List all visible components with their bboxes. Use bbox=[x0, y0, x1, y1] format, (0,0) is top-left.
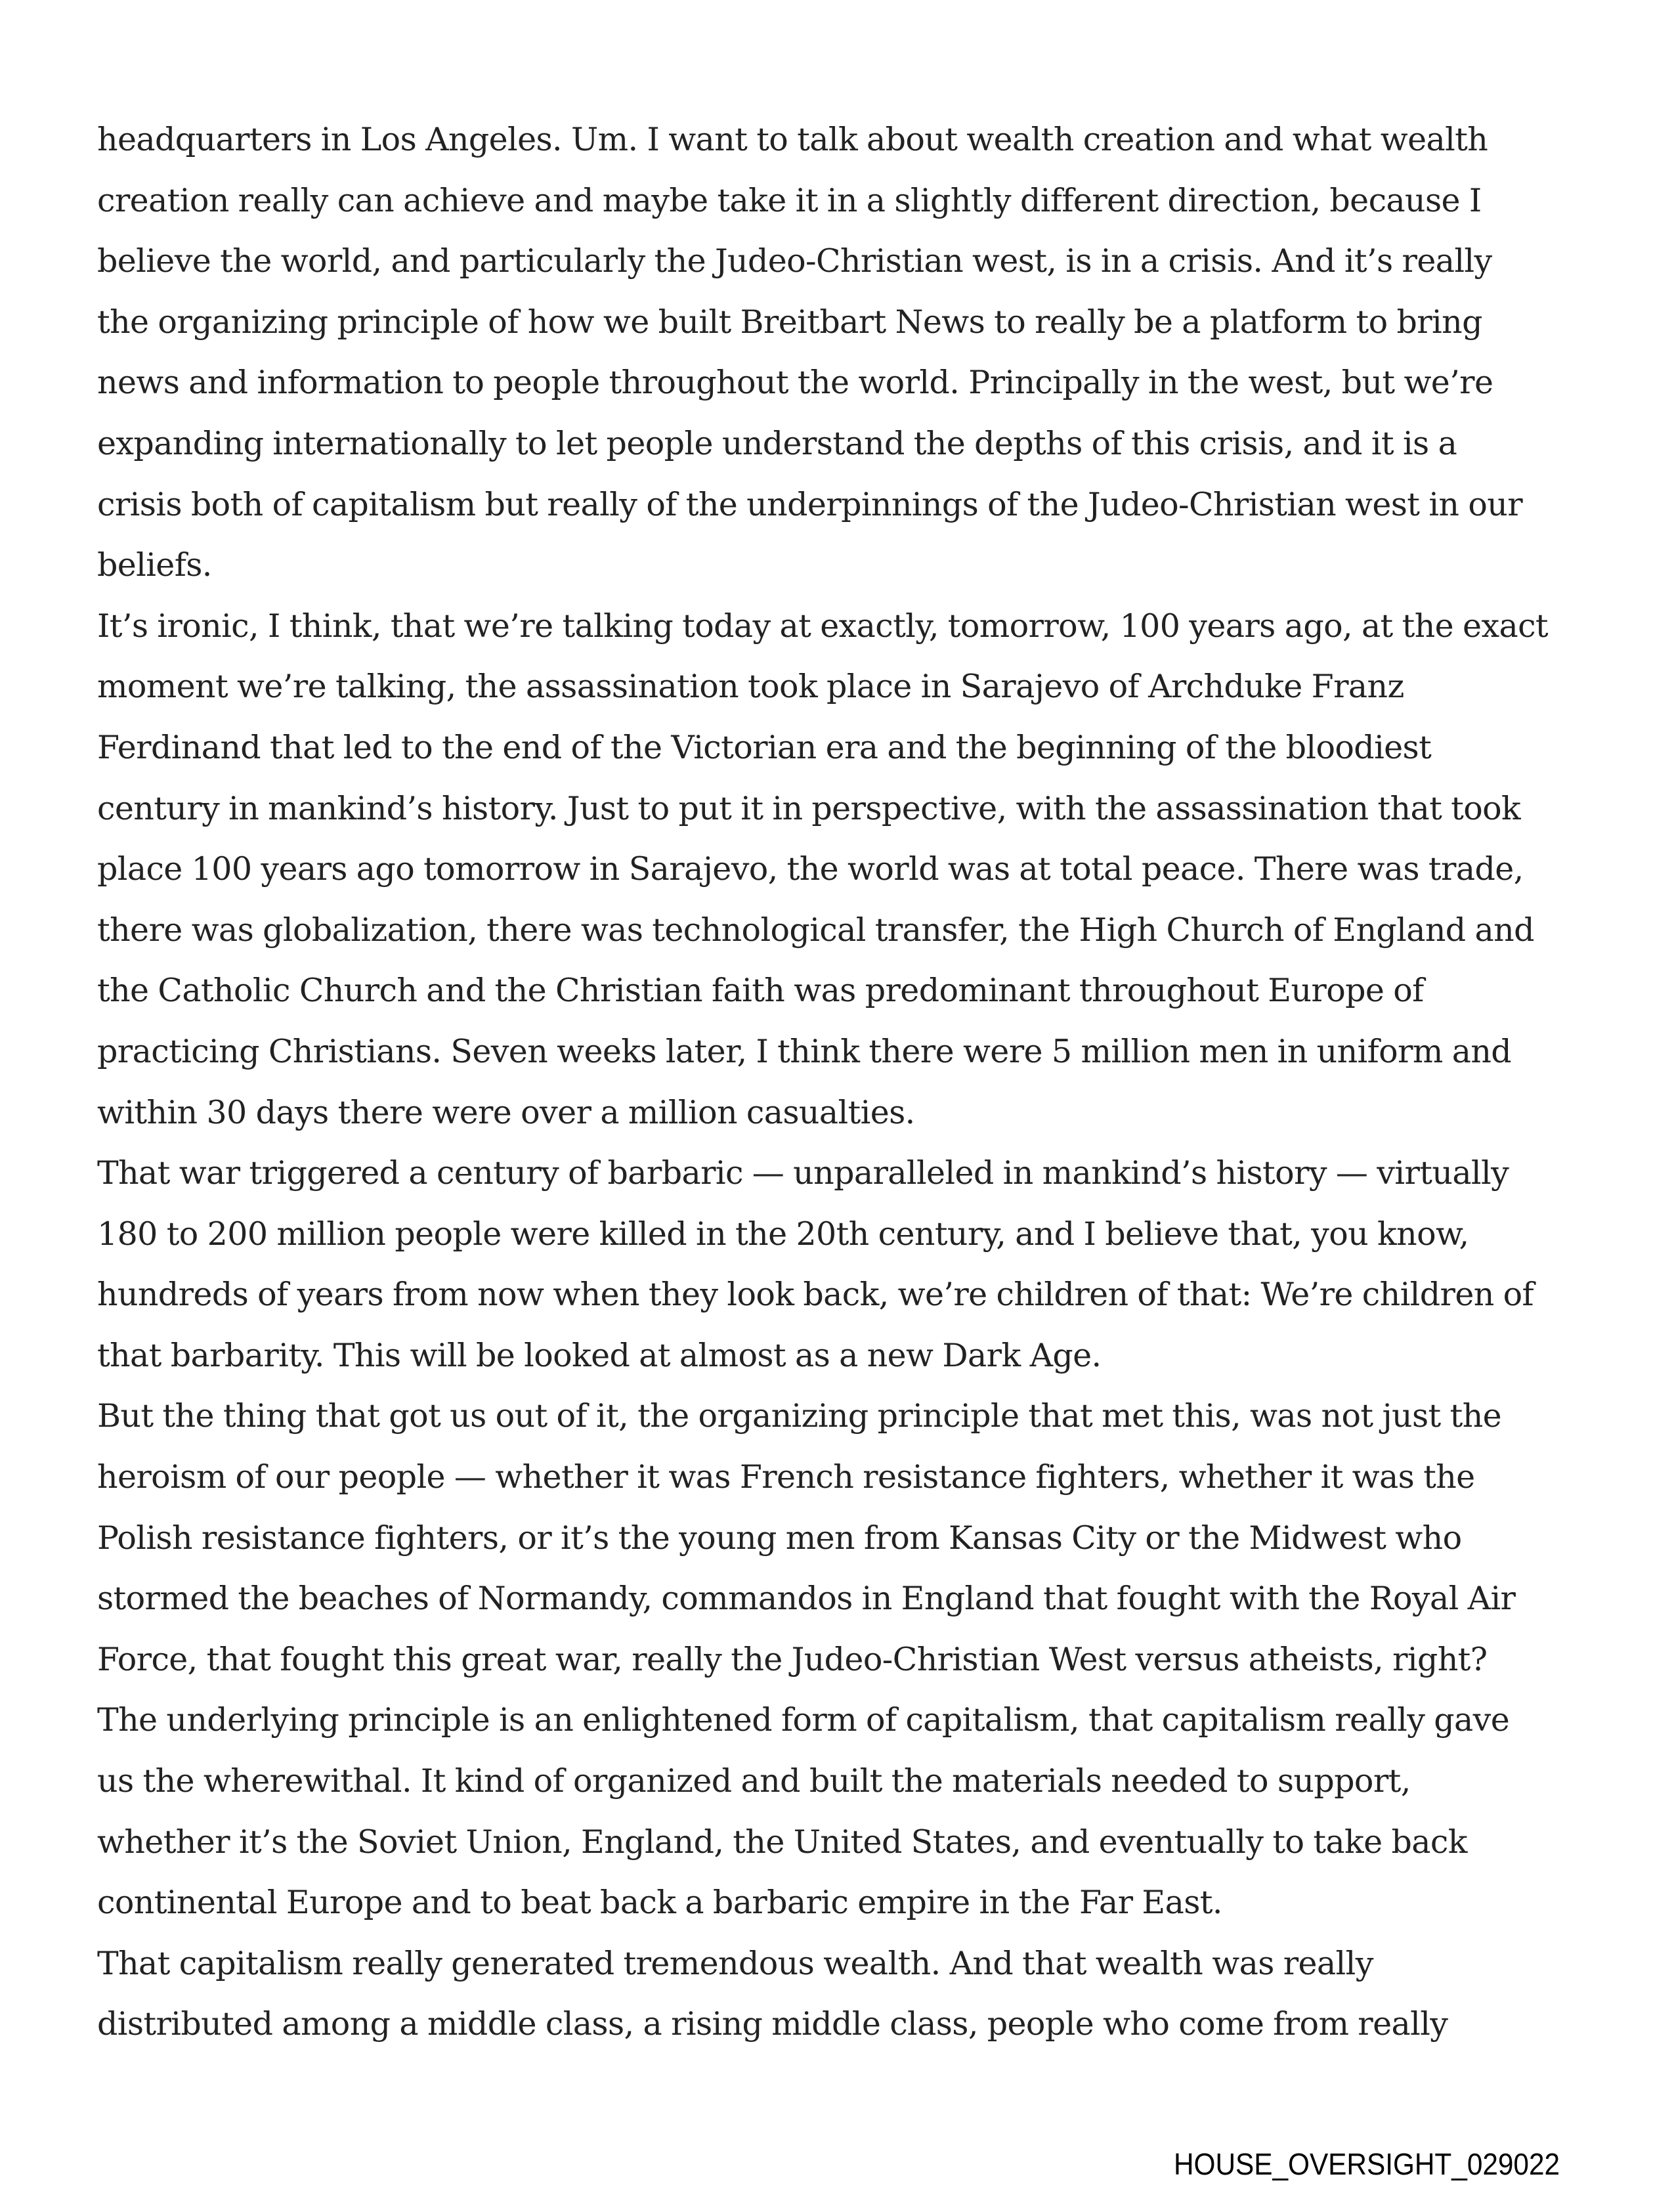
text-line: creation really can achieve and maybe take it in a slightly different direction, because I bbox=[97, 181, 1482, 219]
text-line: 180 to 200 million people were killed in the 20th century, and I believe that, you know, bbox=[97, 1215, 1469, 1253]
text-line: That capitalism really generated tremendous wealth. And that wealth was really bbox=[97, 1944, 1373, 1982]
text-line: hundreds of years from now when they look back, we’re children of that: We’re children of bbox=[97, 1276, 1534, 1314]
text-line: crisis both of capitalism but really of the underpinnings of the Judeo-Christian west in our bbox=[97, 485, 1523, 523]
text-line: It’s ironic, I think, that we’re talking today at exactly, tomorrow, 100 years ago, at the exact bbox=[97, 607, 1549, 645]
text-line: That war triggered a century of barbaric — unparalleled in mankind’s history — virtually bbox=[97, 1154, 1509, 1192]
text-line: century in mankind’s history. Just to put it in perspective, with the assassination that took bbox=[97, 789, 1521, 827]
text-line: the Catholic Church and the Christian faith was predominant throughout Europe of bbox=[97, 972, 1424, 1010]
text-line: stormed the beaches of Normandy, commandos in England that fought with the Royal Air bbox=[97, 1580, 1516, 1618]
text-line: believe the world, and particularly the Judeo-Christian west, is in a crisis. And it’s really bbox=[97, 242, 1492, 280]
text-line: place 100 years ago tomorrow in Sarajevo, the world was at total peace. There was trade, bbox=[97, 850, 1524, 888]
text-line: us the wherewithal. It kind of organized and built the materials needed to support, bbox=[97, 1762, 1411, 1800]
text-line: expanding internationally to let people understand the depths of this crisis, and it is a bbox=[97, 424, 1457, 462]
text-line: there was globalization, there was technological transfer, the High Church of England and bbox=[97, 911, 1534, 949]
bates-number: HOUSE_OVERSIGHT_029022 bbox=[1174, 2147, 1560, 2181]
text-line: Force, that fought this great war, really the Judeo-Christian West versus atheists, right? bbox=[97, 1640, 1488, 1678]
text-line: continental Europe and to beat back a barbaric empire in the Far East. bbox=[97, 1884, 1222, 1922]
text-line: headquarters in Los Angeles. Um. I want to talk about wealth creation and what wealth bbox=[97, 121, 1488, 158]
text-line: the organizing principle of how we built Breitbart News to really be a platform to bring bbox=[97, 303, 1482, 341]
text-line: moment we’re talking, the assassination took place in Sarajevo of Archduke Franz bbox=[97, 668, 1404, 706]
text-line: within 30 days there were over a million casualties. bbox=[97, 1093, 915, 1131]
text-line: Ferdinand that led to the end of the Victorian era and the beginning of the bloodiest bbox=[97, 728, 1432, 766]
text-line: whether it’s the Soviet Union, England, the United States, and eventually to take back bbox=[97, 1823, 1467, 1861]
text-line: distributed among a middle class, a rising middle class, people who come from really bbox=[97, 2005, 1448, 2043]
text-line: heroism of our people — whether it was French resistance fighters, whether it was the bbox=[97, 1458, 1475, 1496]
text-line: that barbarity. This will be looked at almost as a new Dark Age. bbox=[97, 1336, 1102, 1374]
text-line: The underlying principle is an enlightened form of capitalism, that capitalism really gave bbox=[97, 1701, 1510, 1739]
transcript-body bbox=[97, 110, 1607, 2055]
text-line: Polish resistance fighters, or it’s the young men from Kansas City or the Midwest who bbox=[97, 1519, 1462, 1557]
text-line: news and information to people throughout the world. Principally in the west, but we’re bbox=[97, 364, 1493, 402]
text-line: practicing Christians. Seven weeks later, I think there were 5 million men in uniform and bbox=[97, 1032, 1512, 1070]
text-line: beliefs. bbox=[97, 546, 212, 584]
text-line: But the thing that got us out of it, the organizing principle that met this, was not just the bbox=[97, 1397, 1502, 1435]
